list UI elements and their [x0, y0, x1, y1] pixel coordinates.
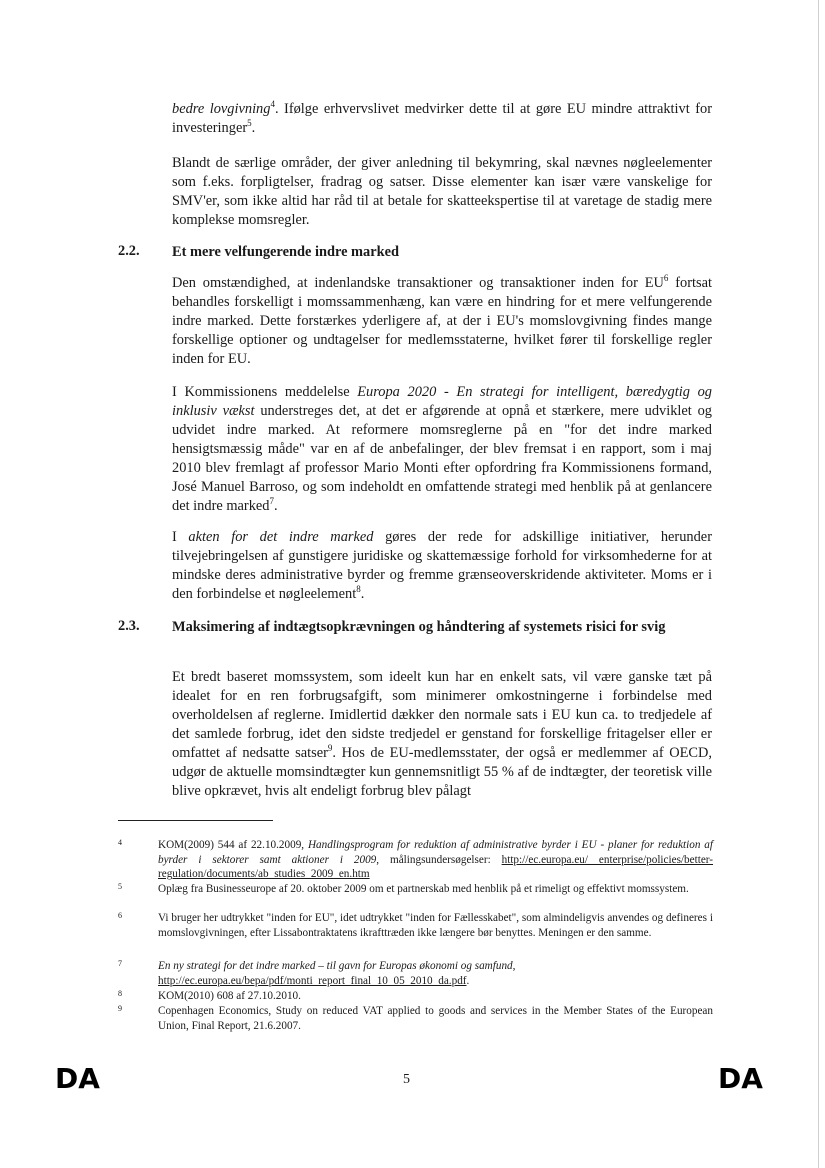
footnote-ref-9[interactable]: 9	[327, 743, 333, 754]
footnote-4: 4 KOM(2009) 544 af 22.10.2009, Handlingsprogram for reduktion af administrative byrder i EU - planer for reduktion af byrder i sektorer samt aktioner i 2009, målingsundersøgelser: http://ec.europa.eu/ enterprise/policies/better-regulation/documents/ab_studies_2009_en.htm	[118, 838, 714, 881]
paragraph-europa-2020: I Kommissionens meddelelse Europa 2020 - En strategi for intelligent, bæredygtig og inklusiv vækst understreges det, at det er afgørende at opnå et stærkere, mere udviklet og udvidet indre marked. At reformere momsreglerne på en "for det indre marked hensigtsmæssig måde" var en af de anbefalinger, der blev fremsat i en rapport, som i maj 2010 blev fremlagt af professor Mario Monti efter opfordring fra Kommissionens formand, José Manuel Barroso, og som indeholdt en omfattende strategi med henblik på at genlancere det indre marked$^7$.	[172, 384, 712, 514]
footnote-8-number: 8	[118, 989, 122, 998]
footnote-9-number: 9	[118, 1004, 122, 1013]
footnote-5: 5 Oplæg fra Businesseurope af 20. oktober 2009 om et partnerskab med henblik på et rimeligt og effektivt momssystem.	[118, 882, 689, 895]
language-label-right: DA	[718, 1062, 763, 1095]
page-number: 5	[403, 1072, 410, 1087]
paragraph-saerlige-omraader: Blandt de særlige områder, der giver anledning til bekymring, skal nævnes nøgleelementer som f.eks. forpligtelser, fradrag og satser. Disse elementer kan især være vanskelige for SMV'er, som ikke altid har råd til at betale for skatteekspertise til at varetage de stadig mere komplekse momsregler.	[172, 155, 712, 228]
section-2-3-number: 2.3.	[118, 618, 140, 634]
footnote-8: 8 KOM(2010) 608 af 27.10.2010.	[118, 989, 301, 1002]
footnote-4-link[interactable]: http://ec.europa.eu/ enterprise/policies/better-regulation/documents/ab_studies_2009_en.htm	[158, 853, 714, 881]
footnote-4-number: 4	[118, 838, 122, 847]
footnote-5-number: 5	[118, 882, 122, 891]
footnote-9: 9 Copenhagen Economics, Study on reduced VAT applied to goods and services in the Member States of the European Union, Final Report, 21.6.2007.	[118, 1004, 713, 1032]
page-edge-line	[818, 0, 819, 1168]
footnote-7-link[interactable]: http://ec.europa.eu/bepa/pdf/monti_report_final_10_05_2010_da.pdf	[158, 974, 467, 987]
footnote-ref-6[interactable]: 6	[663, 273, 669, 284]
footnote-7-number: 7	[118, 959, 122, 968]
paragraph-indenlandske-transaktioner: Den omstændighed, at indenlandske transaktioner og transaktioner inden for $EU^6$ fortsat behandles forskelligt i momssammenhæng, kan være en hindring for et mere velfungerende indre marked. Dette forstærkes yderligere af, at der i EU's momslovgivning findes mange forskellige optioner og undtagelser for medlemsstaterne, hvilket fører til forskellige regler inden for EU.	[172, 273, 712, 367]
section-2-2-number: 2.2.	[118, 243, 140, 259]
footnote-separator	[118, 820, 273, 821]
footnote-ref-7[interactable]: 7	[269, 496, 274, 507]
section-2-3-title: Maksimering af indtægtsopkrævningen og håndtering af systemets risici for svig	[172, 619, 666, 635]
paragraph-momssystem: Et bredt baseret momssystem, som ideelt kun har en enkelt sats, vil være ganske tæt på idealet for en ren forbrugsafgift, som minimerer omkostningerne i forbindelse med overholdelsen af reglerne. Imidlertid dækker den normale sats i EU kun ca. to tredjedele af det samlede forbrug, idet den sidste tredjedel er genstand for forskellige fritagelser eller er omfattet af nedsatte satser$^9$. Hos de EU-medlemsstater, der også er medlemmer af OECD, udgør de aktuelle momsindtægter kun gennemsnitligt 55 % af de indtægter, der teoretisk ville blive opkrævet, hvis alt endeligt forbrug blev pålagt	[172, 669, 712, 799]
paragraph-akten-indre-marked: I akten for det indre marked gøres der rede for adskillige initiativer, herunder tilvejebringelsen af gunstigere juridiske og skattemæssige forhold for virksomhederne for at mindske deres administrative byrder og fremme grænseoverskridende aktiviteter. Moms er i den forbindelse et nøgleelement$^8$.	[172, 529, 712, 602]
footnote-ref-8[interactable]: 8	[356, 584, 361, 595]
section-2-2-title: Et mere velfungerende indre marked	[172, 244, 400, 260]
footnote-6: 6 Vi bruger her udtrykket "inden for EU", idet udtrykket "inden for Fællesskabet", som almindeligvis anvendes og defineres i momslovgivningen, efter Lissabontraktatens ikrafttræden ikke længere bør benyttes. Meningen er den samme.	[118, 911, 713, 939]
paragraph-bedre-lovgivning: bedre lovgivning$^4$. Ifølge erhvervslivet medvirker dette til at gøre EU mindre attraktivt for investeringer$^5$.	[172, 99, 712, 136]
language-label-left: DA	[55, 1062, 100, 1095]
footnote-7: 7 En ny strategi for det indre marked – til gavn for Europas økonomi og samfund, http://ec.europa.eu/bepa/pdf/monti_report_final_10_05_2010_da.pdf.	[118, 959, 516, 987]
footnote-6-number: 6	[118, 911, 122, 920]
footnote-ref-5[interactable]: 5	[247, 118, 252, 129]
footnote-ref-4[interactable]: 4	[270, 99, 275, 110]
